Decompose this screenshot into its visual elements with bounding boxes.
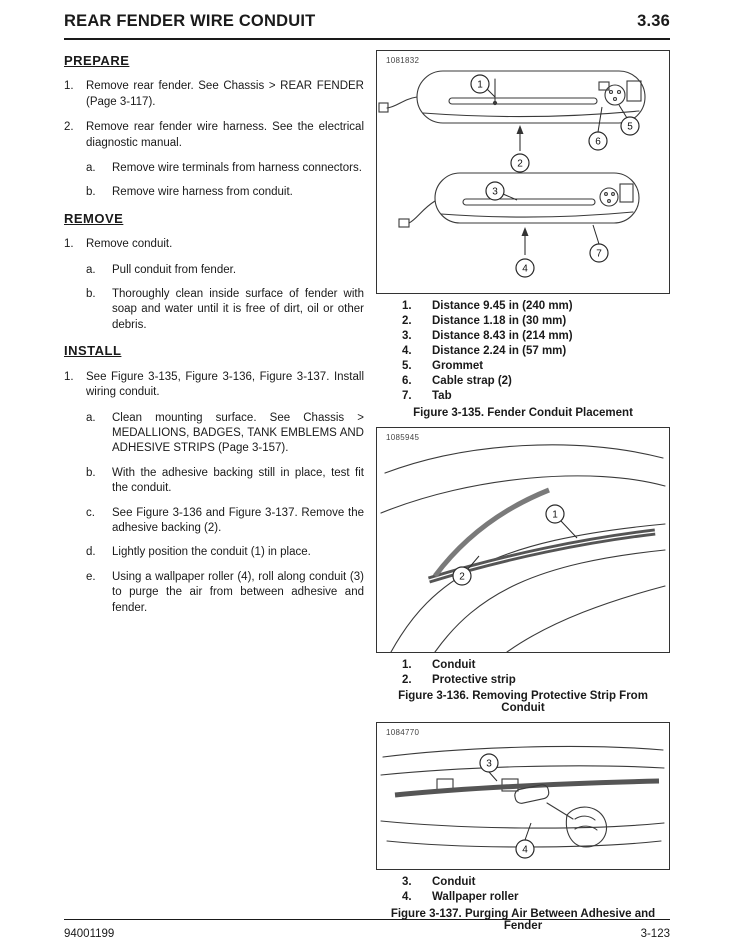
sub-list-item bbox=[86, 570, 364, 616]
svg-text:3: 3 bbox=[486, 758, 492, 770]
callout-1 bbox=[471, 75, 495, 97]
section-number: 3.36 bbox=[637, 12, 670, 30]
sub-list-item bbox=[86, 287, 364, 333]
callout-5 bbox=[619, 105, 639, 135]
svg-text:4: 4 bbox=[522, 844, 528, 856]
protective-strip-removal-illustration bbox=[377, 428, 668, 652]
page-footer bbox=[64, 928, 670, 940]
page-header bbox=[64, 12, 670, 31]
figure-3-137 bbox=[376, 722, 670, 932]
roller-and-hand bbox=[514, 784, 607, 847]
figure-caption: Figure 3-137. Purging Air Between Adhesive and Fender bbox=[390, 908, 656, 933]
legend-row: 3. Conduit bbox=[402, 876, 476, 889]
figure-3-136 bbox=[376, 427, 670, 715]
svg-text:4: 4 bbox=[522, 263, 528, 275]
list-item bbox=[64, 237, 364, 252]
sub-list-item bbox=[86, 185, 364, 200]
legend-row: 4. Distance 2.24 in (57 mm) bbox=[402, 344, 567, 357]
figure-frame bbox=[376, 50, 670, 294]
item-text: Remove wire harness from conduit. bbox=[112, 186, 293, 199]
callout-7 bbox=[590, 225, 608, 262]
section-heading: REMOVE bbox=[64, 210, 124, 226]
section-heading: PREPARE bbox=[64, 53, 130, 68]
svg-text:2: 2 bbox=[459, 571, 465, 583]
legend-row: 2. Distance 1.18 in (30 mm) bbox=[402, 314, 567, 327]
item-text: Remove wire terminals from harness connectors. bbox=[112, 162, 362, 175]
item-letter: b. bbox=[86, 466, 96, 479]
sub-list-item bbox=[86, 506, 364, 537]
item-letter: e. bbox=[86, 570, 96, 583]
fender-top-view-a bbox=[379, 71, 645, 123]
figure-legend bbox=[376, 299, 670, 404]
item-text: See Figure 3-136 and Figure 3-137. Remove the adhesive backing (2). bbox=[112, 506, 364, 534]
figure-frame bbox=[376, 722, 670, 870]
item-text: Remove rear fender wire harness. See the electrical diagnostic manual. bbox=[86, 121, 364, 149]
callout-1 bbox=[546, 505, 577, 538]
figure-id: 1085945 bbox=[386, 432, 420, 442]
section-prepare bbox=[64, 52, 364, 201]
figure-legend bbox=[376, 875, 670, 905]
item-letter: a. bbox=[86, 411, 96, 424]
svg-text:6: 6 bbox=[595, 136, 601, 148]
item-letter: c. bbox=[86, 506, 95, 519]
legend-row: 1. Distance 9.45 in (240 mm) bbox=[402, 300, 573, 312]
sub-list-item bbox=[86, 545, 364, 560]
item-letter: a. bbox=[86, 162, 96, 175]
legend-row: 1. Conduit bbox=[402, 658, 476, 671]
item-number: 2. bbox=[64, 121, 74, 134]
figure-frame bbox=[376, 427, 670, 653]
sub-list-item bbox=[86, 263, 364, 278]
page-title: REAR FENDER WIRE CONDUIT bbox=[64, 12, 316, 30]
item-letter: b. bbox=[86, 186, 96, 199]
item-letter: b. bbox=[86, 288, 96, 301]
legend-row: 3. Distance 8.43 in (214 mm) bbox=[402, 329, 573, 342]
figure-3-135 bbox=[376, 50, 670, 419]
svg-text:7: 7 bbox=[596, 248, 602, 260]
sub-list-item bbox=[86, 411, 364, 457]
item-letter: d. bbox=[86, 546, 96, 559]
page-number: 3-123 bbox=[640, 928, 670, 940]
item-text: Remove conduit. bbox=[86, 238, 173, 251]
callout-3 bbox=[480, 754, 498, 781]
svg-text:3: 3 bbox=[492, 186, 498, 198]
item-letter: a. bbox=[86, 263, 96, 276]
page-content bbox=[64, 50, 670, 942]
item-text: Pull conduit from fender. bbox=[112, 263, 237, 276]
fender-edge-lines bbox=[381, 747, 664, 848]
svg-text:2: 2 bbox=[517, 158, 523, 170]
callout-2 bbox=[453, 556, 479, 585]
item-number: 1. bbox=[64, 238, 74, 251]
sub-list-item bbox=[86, 466, 364, 497]
item-text: Clean mounting surface. See Chassis > MEDALLIONS, BADGES, TANK EMBLEMS AND ADHESIVE STRIPS (Page 3-157). bbox=[112, 411, 364, 455]
svg-text:1: 1 bbox=[552, 509, 558, 521]
legend-row: 6. Cable strap (2) bbox=[402, 374, 512, 387]
figure-caption: Figure 3-135. Fender Conduit Placement bbox=[413, 406, 633, 419]
figure-legend bbox=[376, 658, 670, 688]
legend-row: 4. Wallpaper roller bbox=[402, 891, 519, 904]
dimension-arrow-2 bbox=[517, 125, 524, 151]
sub-list-item bbox=[86, 161, 364, 176]
list-item bbox=[64, 79, 364, 110]
figures-column bbox=[376, 50, 670, 942]
svg-text:5: 5 bbox=[627, 121, 633, 133]
item-text: Thoroughly clean inside surface of fender with soap and water until it is free of dirt, oil or other debris. bbox=[112, 288, 364, 331]
figure-caption: Figure 3-136. Removing Protective Strip From Conduit bbox=[398, 690, 648, 715]
document-number: 94001199 bbox=[64, 928, 115, 940]
dimension-arrow-4 bbox=[522, 227, 529, 255]
item-text: Using a wallpaper roller (4), roll along conduit (3) to purge the air from between adhesive and fender. bbox=[112, 570, 364, 614]
fender-surface-lines bbox=[381, 444, 665, 651]
wallpaper-roller-illustration bbox=[377, 723, 668, 869]
section-remove bbox=[64, 210, 364, 333]
svg-text:1: 1 bbox=[477, 79, 483, 91]
callout-4 bbox=[516, 259, 534, 277]
section-heading: INSTALL bbox=[64, 343, 122, 359]
fender-top-view-b bbox=[399, 173, 639, 227]
legend-row: 7. Tab bbox=[402, 389, 452, 402]
figure-id: 1084770 bbox=[386, 728, 420, 738]
item-text: With the adhesive backing still in place, test fit the conduit. bbox=[112, 466, 364, 495]
item-number: 1. bbox=[64, 80, 74, 93]
fender-conduit-placement-illustration bbox=[377, 51, 668, 293]
item-text: See Figure 3-135, Figure 3-136, Figure 3-137. Install wiring conduit. bbox=[86, 370, 364, 399]
item-number: 1. bbox=[64, 370, 74, 383]
figure-id: 1081832 bbox=[386, 56, 420, 65]
legend-row: 5. Grommet bbox=[402, 359, 484, 372]
callout-2 bbox=[511, 154, 529, 172]
header-rule bbox=[64, 38, 670, 40]
item-text: Lightly position the conduit (1) in place. bbox=[112, 546, 311, 559]
footer-rule bbox=[64, 919, 670, 920]
legend-row: 2. Protective strip bbox=[402, 673, 516, 686]
instructions-column bbox=[64, 50, 364, 942]
callout-3 bbox=[486, 182, 517, 200]
item-text: Remove rear fender. See Chassis > REAR FENDER (Page 3-117). bbox=[86, 80, 364, 108]
list-item bbox=[64, 370, 364, 401]
section-install bbox=[64, 342, 364, 616]
list-item bbox=[64, 120, 364, 151]
